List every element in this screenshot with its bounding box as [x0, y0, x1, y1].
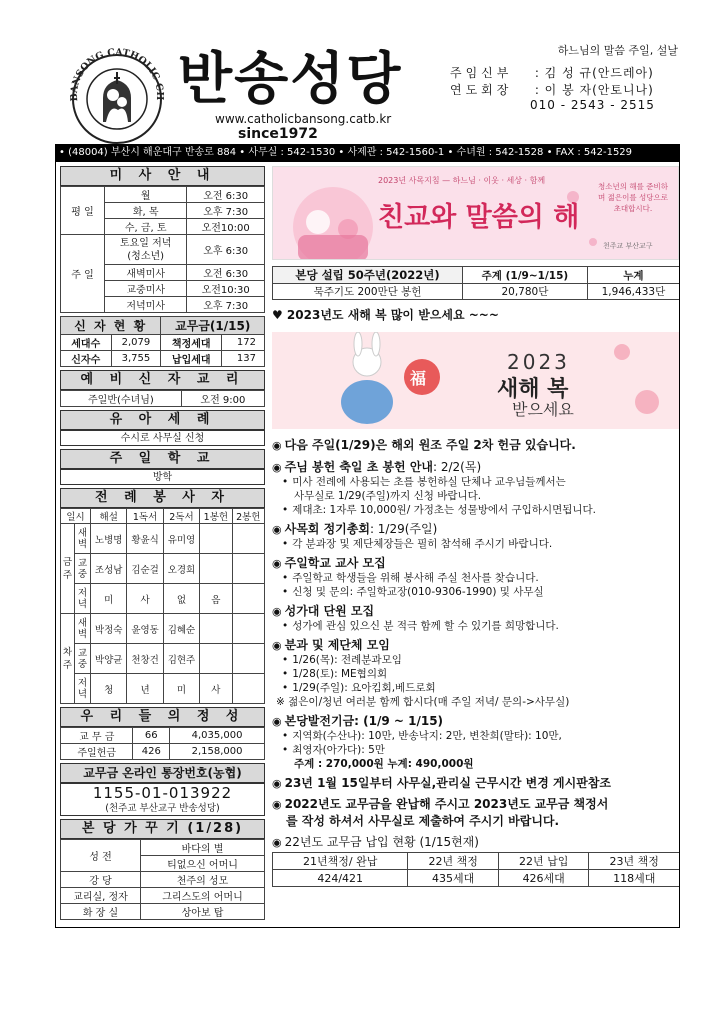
- offering-title: 우 리 들 의 정 성: [60, 707, 265, 727]
- mass-day: 토요일 저녁 (청소년): [105, 235, 187, 265]
- member-value: 2,079: [111, 335, 161, 351]
- banner-main-text: 친교와 말씀의 해: [378, 202, 580, 233]
- anniversary-title: 본당 설립 50주년(2022년): [273, 267, 463, 284]
- notice-bullet-icon: ◉: [272, 523, 282, 536]
- liturgy-cell: 박양균: [91, 644, 127, 674]
- offering-amount: 2,158,000: [170, 744, 265, 760]
- liturgy-cell: 음: [200, 584, 232, 614]
- mass-time: 오후 7:30: [187, 297, 265, 313]
- liturgy-slot: 저 녁: [75, 584, 91, 614]
- weekday-label: 평 일: [61, 187, 105, 235]
- website-link[interactable]: www.catholicbansong.catb.kr: [215, 112, 392, 126]
- liturgy-slot: 교 중: [75, 554, 91, 584]
- liturgy-cell: [232, 584, 264, 614]
- liturgy-header: 1봉헌: [200, 509, 232, 524]
- newyear-year: 2023: [507, 350, 570, 374]
- sunday-label: 주 일: [61, 235, 105, 313]
- pastoral-banner: [272, 166, 679, 260]
- liturgy-cell: [232, 554, 264, 584]
- mass-time: 오전10:00: [187, 219, 265, 235]
- liturgy-header: 1독서: [127, 509, 163, 524]
- decoration-group: 그리스도의 어머니: [141, 888, 265, 904]
- notice-item: 를 작성 하셔서 사무실로 제출하여 주시기 바랍니다.: [286, 814, 560, 828]
- catechism-title: 예 비 신 자 교 리: [60, 370, 265, 390]
- liturgy-slot: 새 벽: [75, 614, 91, 644]
- member-value: 3,755: [111, 351, 161, 367]
- notice-dues: ◉ 2022년도 교무금을 완납해 주시고 2023년도 교무금 책정서: [272, 797, 609, 811]
- offering-amount: 4,035,000: [170, 728, 265, 744]
- dues-header: 23년 책정: [589, 853, 680, 870]
- offering-count: 66: [133, 728, 170, 744]
- sunday-school-title: 주 일 학 교: [60, 449, 265, 469]
- account-title: 교무금 온라인 통장번호(농협): [60, 763, 265, 783]
- notice-item: • 1/28(토): ME협의회: [282, 668, 388, 680]
- anniversary-total-header: 누계: [587, 267, 679, 284]
- catechism-table: [60, 390, 265, 407]
- banner-side-text: 청소년의 해를 준비하며 젊은이를 성당으로 초대합시다.: [598, 182, 668, 213]
- liturgy-cell: [200, 554, 232, 584]
- liturgy-cell: 박정숙: [91, 614, 127, 644]
- liturgy-group: 금 주: [61, 524, 75, 614]
- liturgy-cell: 사: [127, 584, 163, 614]
- liturgy-cell: 김혜순: [163, 614, 199, 644]
- mass-day: 교중미사: [105, 281, 187, 297]
- liturgy-cell: 노병명: [91, 524, 127, 554]
- staff-label: 주임신부: [450, 66, 513, 80]
- mass-day: 월: [105, 187, 187, 203]
- notice-bullet-icon: ◉: [272, 777, 282, 790]
- staff-label: 연도회장: [450, 83, 513, 97]
- offering-label: 주일헌금: [61, 744, 133, 760]
- account-number: 1155-01-013922: [92, 784, 233, 802]
- notice-teacher: ◉ 주일학교 교사 모집: [272, 556, 386, 570]
- notice-office-hours: ◉ 23년 1월 15일부터 사무실,관리실 근무시간 변경 게시판참조: [272, 776, 612, 790]
- notice-item: • 최영자(아가다): 5만: [282, 744, 385, 756]
- liturgy-slot: 저 녁: [75, 674, 91, 704]
- liturgy-cell: 사: [200, 674, 232, 704]
- offering-table: [60, 727, 265, 760]
- decoration-group: 천주의 성모: [141, 872, 265, 888]
- member-label: 신자수: [61, 351, 112, 367]
- since-year: since1972: [238, 126, 318, 142]
- sunday-school-text: 방학: [60, 469, 265, 485]
- member-value: 137: [222, 351, 265, 367]
- member-label: 납입세대: [161, 351, 222, 367]
- offering-count: 426: [133, 744, 170, 760]
- contact-info-bar: • (48004) 부산시 해운대구 반송로 884 • 사무실 : 542-1530 • 사제관 : 542-1560-1 • 수녀원 : 542-1528 • FAX : 542-1529: [55, 144, 680, 161]
- dues-header: 22년 책정: [408, 853, 499, 870]
- mass-day: 새벽미사: [105, 265, 187, 281]
- staff-phone: 010 - 2543 - 2515: [530, 98, 655, 112]
- dues-header: 21년책정/ 완납: [273, 853, 408, 870]
- notice-bullet-icon: ◉: [272, 836, 282, 849]
- dues-header: 22년 납입: [498, 853, 589, 870]
- liturgy-cell: [232, 674, 264, 704]
- notice-item: • 신청 및 문의: 주일학교장(010-9306-1990) 및 사무실: [282, 586, 544, 598]
- mass-time: 오전10:30: [187, 281, 265, 297]
- liturgy-header: 2독서: [163, 509, 199, 524]
- banner-org: 천주교 부산교구: [603, 242, 653, 250]
- catechism-time: 오전 9:00: [181, 391, 264, 407]
- mass-day: 수, 금, 토: [105, 219, 187, 235]
- account-holder: (천주교 부산교구 반송성당): [105, 803, 220, 814]
- liturgy-cell: 없: [163, 584, 199, 614]
- liturgy-cell: 윤영동: [127, 614, 163, 644]
- mass-day: 화, 목: [105, 203, 187, 219]
- mass-time: 오후 7:30: [187, 203, 265, 219]
- notice-bullet-icon: ◉: [272, 557, 282, 570]
- decoration-title: 본 당 가 꾸 기 (1/28): [60, 819, 265, 839]
- liturgy-cell: [232, 524, 264, 554]
- decoration-place: 화 장 실: [61, 904, 141, 920]
- liturgy-cell: [200, 614, 232, 644]
- mass-time: 오전 6:30: [187, 187, 265, 203]
- anniversary-total-value: 1,946,433단: [587, 284, 679, 300]
- decoration-group: 바다의 별: [141, 840, 265, 856]
- liturgy-table: [60, 508, 265, 704]
- liturgy-cell: [232, 644, 264, 674]
- anniversary-row-label: 묵주기도 200만단 봉헌: [273, 284, 463, 300]
- dues-status-title: ◉ 22년도 교무금 납입 현황 (1/15현재): [272, 835, 479, 849]
- svg-text:BANSONG CATHOLIC CHURCH: BANSONG CATHOLIC CH: [68, 47, 166, 102]
- anniversary-section: [272, 266, 680, 323]
- liturgy-group: 차 주: [61, 614, 75, 704]
- sunday-title: 하느님의 말씀 주일, 설날: [557, 44, 678, 57]
- notice-item: • 주일학교 학생들을 위해 봉사해 주실 천사를 찾습니다.: [282, 572, 539, 584]
- notice-candle: ◉ 주님 봉헌 축일 초 봉헌 안내: 2/2(목): [272, 460, 482, 474]
- dues-value: 424/421: [273, 870, 408, 887]
- liturgy-cell: 김순걸: [127, 554, 163, 584]
- left-column: [60, 166, 265, 926]
- liturgy-slot: 새 벽: [75, 524, 91, 554]
- mass-time: 오전 6:30: [187, 265, 265, 281]
- anniversary-week-value: 20,780단: [463, 284, 588, 300]
- notice-item: • 제대초: 1자루 10,000원/ 가정초는 성물방에서 구입하시면됩니다.: [282, 504, 597, 516]
- members-title: 신 자 현 황: [61, 317, 161, 335]
- decoration-place: 교리실, 정자: [61, 888, 141, 904]
- liturgy-cell: 김현주: [163, 644, 199, 674]
- notice-choir: ◉ 성가대 단원 모집: [272, 604, 375, 618]
- staff-value: : 이 봉 자(안토니나): [534, 83, 654, 97]
- liturgy-cell: [200, 524, 232, 554]
- liturgy-cell: 년: [127, 674, 163, 704]
- liturgy-cell: 천창건: [127, 644, 163, 674]
- baptism-title: 유 아 세 례: [60, 410, 265, 430]
- notice-fund: ◉ 본당발전기금: (1/9 ~ 1/15): [272, 714, 444, 728]
- dues-value: 118세대: [589, 870, 680, 887]
- account-box: [60, 783, 265, 816]
- decoration-table: [60, 839, 265, 920]
- new-year-image: [272, 332, 679, 429]
- staff-pastor: [450, 64, 654, 81]
- notice-item: 주계 : 270,000원 누계: 490,000원: [294, 758, 474, 770]
- mass-title: 미 사 안 내: [60, 166, 265, 186]
- dues-table: [272, 852, 680, 887]
- liturgy-cell: [200, 644, 232, 674]
- liturgy-slot: 교 중: [75, 644, 91, 674]
- banner-top-text: 2023년 사목지침 — 하느님 · 이웃 · 세상 · 함께: [378, 176, 546, 185]
- notice-bullet-icon: ◉: [272, 639, 282, 652]
- decoration-group: 티없으신 어머니: [141, 856, 265, 872]
- notice-bullet-icon: ◉: [272, 715, 282, 728]
- liturgy-header: 일시: [61, 509, 91, 524]
- greeting: ♥ 2023년도 새해 복 많이 받으세요 ~~~: [272, 308, 499, 322]
- mass-day: 저녁미사: [105, 297, 187, 313]
- staff-president: [450, 81, 654, 98]
- notice-overseas-aid: ◉ 다음 주일(1/29)은 해외 원조 주일 2차 헌금 있습니다.: [272, 438, 576, 452]
- member-label: 세대수: [61, 335, 112, 351]
- offering-label: 교 무 금: [61, 728, 133, 744]
- notice-council: ◉ 사목회 정기총회: 1/29(주일): [272, 522, 438, 536]
- church-title: 반송성당: [178, 46, 403, 112]
- notice-item: • 1/29(주일): 요아킴회,베드로회: [282, 682, 436, 694]
- liturgy-cell: 조성남: [91, 554, 127, 584]
- notice-bullet-icon: ◉: [272, 439, 282, 452]
- decoration-place: 강 당: [61, 872, 141, 888]
- dues-value: 426세대: [498, 870, 589, 887]
- notice-item: 사무실로 1/29(주일)까지 신청 바랍니다.: [294, 490, 482, 502]
- notice-meetings: ◉ 분과 및 제단체 모임: [272, 638, 390, 652]
- catechism-label: 주일반(수녀님): [61, 391, 182, 407]
- decoration-place: 성 전: [61, 840, 141, 872]
- staff-value: : 김 성 규(안드레아): [534, 66, 654, 80]
- notice-item: • 성가에 관심 있으신 분 적극 함께 할 수 있기를 희망합니다.: [282, 620, 559, 632]
- liturgy-title: 전 례 봉 사 자: [60, 488, 265, 508]
- member-label: 책정세대: [161, 335, 222, 351]
- notice-item: • 지역화(수산나): 10만, 반송낙지: 2만, 변찬희(말타): 10만,: [282, 730, 562, 742]
- baptism-text: 수시로 사무실 신청: [60, 430, 265, 446]
- notice-item: • 미사 전례에 사용되는 초를 봉헌하실 단체나 교우님들께서는: [282, 476, 566, 488]
- mass-table: [60, 186, 265, 313]
- liturgy-header: 2봉헌: [232, 509, 264, 524]
- mass-time: 오후 6:30: [187, 235, 265, 265]
- liturgy-cell: 미: [91, 584, 127, 614]
- decoration-group: 상아보 탑: [141, 904, 265, 920]
- liturgy-cell: 미: [163, 674, 199, 704]
- notice-bullet-icon: ◉: [272, 605, 282, 618]
- notice-bullet-icon: ◉: [272, 798, 282, 811]
- liturgy-header: 해설: [91, 509, 127, 524]
- frame-divider: [55, 161, 680, 162]
- members-table: [60, 316, 265, 367]
- liturgy-cell: [232, 614, 264, 644]
- newyear-line1: 새해 복: [497, 377, 569, 402]
- liturgy-cell: 유미영: [163, 524, 199, 554]
- liturgy-cell: 황윤식: [127, 524, 163, 554]
- notice-item: • 각 분과장 및 제단체장들은 필히 참석해 주시기 바랍니다.: [282, 538, 553, 550]
- notice-item: • 1/26(목): 전례분과모임: [282, 654, 402, 666]
- dues-value: 435세대: [408, 870, 499, 887]
- notice-item: ※ 젊은이/청년 여러분 함께 합시다(매 주일 저녁/ 문의->사무실): [276, 696, 570, 708]
- member-value: 172: [222, 335, 265, 351]
- newyear-badge: 福: [410, 369, 427, 388]
- anniversary-week-header: 주계 (1/9~1/15): [463, 267, 588, 284]
- dues-title: 교무금(1/15): [161, 317, 265, 335]
- church-logo: [58, 40, 176, 158]
- newyear-line2: 받으세요: [512, 400, 574, 419]
- liturgy-cell: 청: [91, 674, 127, 704]
- liturgy-cell: 오경희: [163, 554, 199, 584]
- anniversary-table: [272, 266, 680, 300]
- notices: [272, 436, 680, 887]
- notice-bullet-icon: ◉: [272, 461, 282, 474]
